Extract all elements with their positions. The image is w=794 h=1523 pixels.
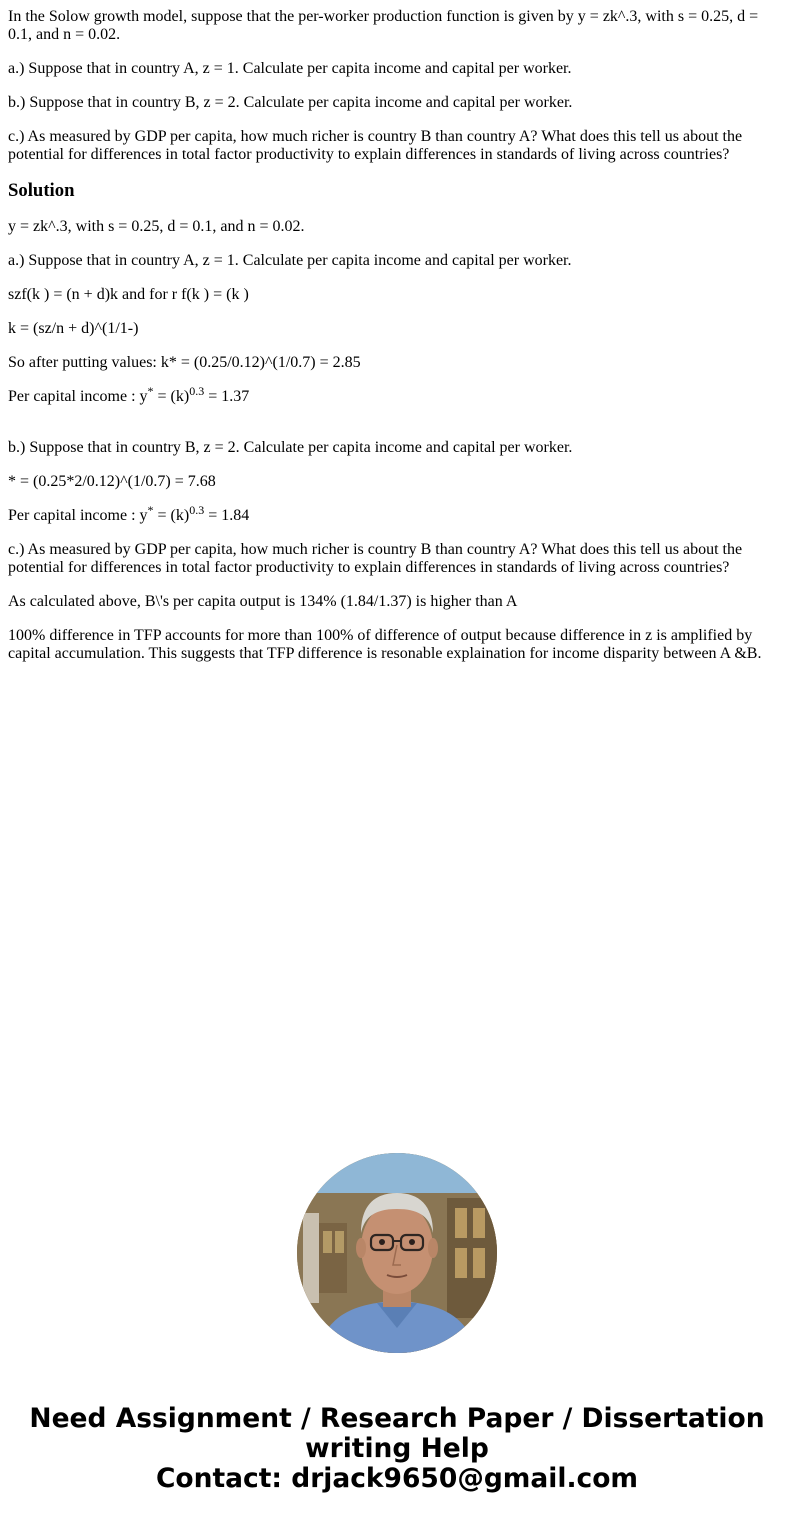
income-b-suffix: = 1.84 [204,507,250,524]
question-part-a: a.) Suppose that in country A, z = 1. Calculate per capita income and capital per worker. [8,60,572,77]
solution-heading: Solution [8,180,75,201]
income-b-exponent: 0.3 [189,503,205,517]
document-body [8,8,778,679]
conclusion-text: 100% difference in TFP accounts for more than 100% of difference of output because difference in z is amplified by capital accumulation. This suggests that TFP difference is resonable explaination for income disparity between A &B. [8,627,762,662]
income-a-prefix: Per capital income : y [8,388,148,405]
avatar [297,1153,497,1353]
banner-line-2: writing Help [305,1433,489,1464]
income-a-middle: = (k) [153,388,190,405]
income-a-star: * [147,384,154,398]
solution-part-a-prompt: a.) Suppose that in country A, z = 1. Calculate per capita income and capital per worker. [8,252,572,269]
income-a-exponent: 0.3 [189,384,205,398]
comparison-text: As calculated above, B\'s per capita output is 134% (1.84/1.37) is higher than A [8,593,518,610]
question-intro: In the Solow growth model, suppose that the per-worker production function is given by y = zk^.3, with s = 0.25, d = 0.1, and n = 0.02. [8,8,759,43]
income-a [8,384,778,406]
k-formula: k = (sz/n + d)^(1/1-) [8,320,139,337]
income-a-suffix: = 1.37 [204,388,250,405]
solution-restatement: y = zk^.3, with s = 0.25, d = 0.1, and n = 0.02. [8,218,305,235]
solution-part-c-prompt: c.) As measured by GDP per capita, how much richer is country B than country A? What does this tell us about the potential for differences in total factor productivity to explain differences in standards of living across countries? [8,541,743,576]
income-b-prefix: Per capital income : y [8,507,148,524]
income-b [8,503,778,525]
question-part-c: c.) As measured by GDP per capita, how much richer is country B than country A? What does this tell us about the potential for differences in total factor productivity to explain differences in standards of living across countries? [8,128,743,163]
question-part-b: b.) Suppose that in country B, z = 2. Calculate per capita income and capital per worker. [8,94,573,111]
avatar-portrait [297,1153,497,1353]
solution-part-b-prompt: b.) Suppose that in country B, z = 2. Calculate per capita income and capital per worker. [8,439,573,456]
banner-line-1: Need Assignment / Research Paper / Dissertation [29,1403,765,1434]
k-a-calculation: So after putting values: k* = (0.25/0.12)^(1/0.7) = 2.85 [8,354,361,371]
spacer [8,422,778,439]
steady-state-equation: szf(k ) = (n + d)k and for r f(k ) = (k ) [8,286,249,303]
income-b-star: * [147,503,154,517]
contact-banner [0,1404,794,1494]
k-b-calculation: * = (0.25*2/0.12)^(1/0.7) = 7.68 [8,473,216,490]
income-b-middle: = (k) [153,507,190,524]
banner-line-3: Contact: drjack9650@gmail.com [155,1463,639,1494]
